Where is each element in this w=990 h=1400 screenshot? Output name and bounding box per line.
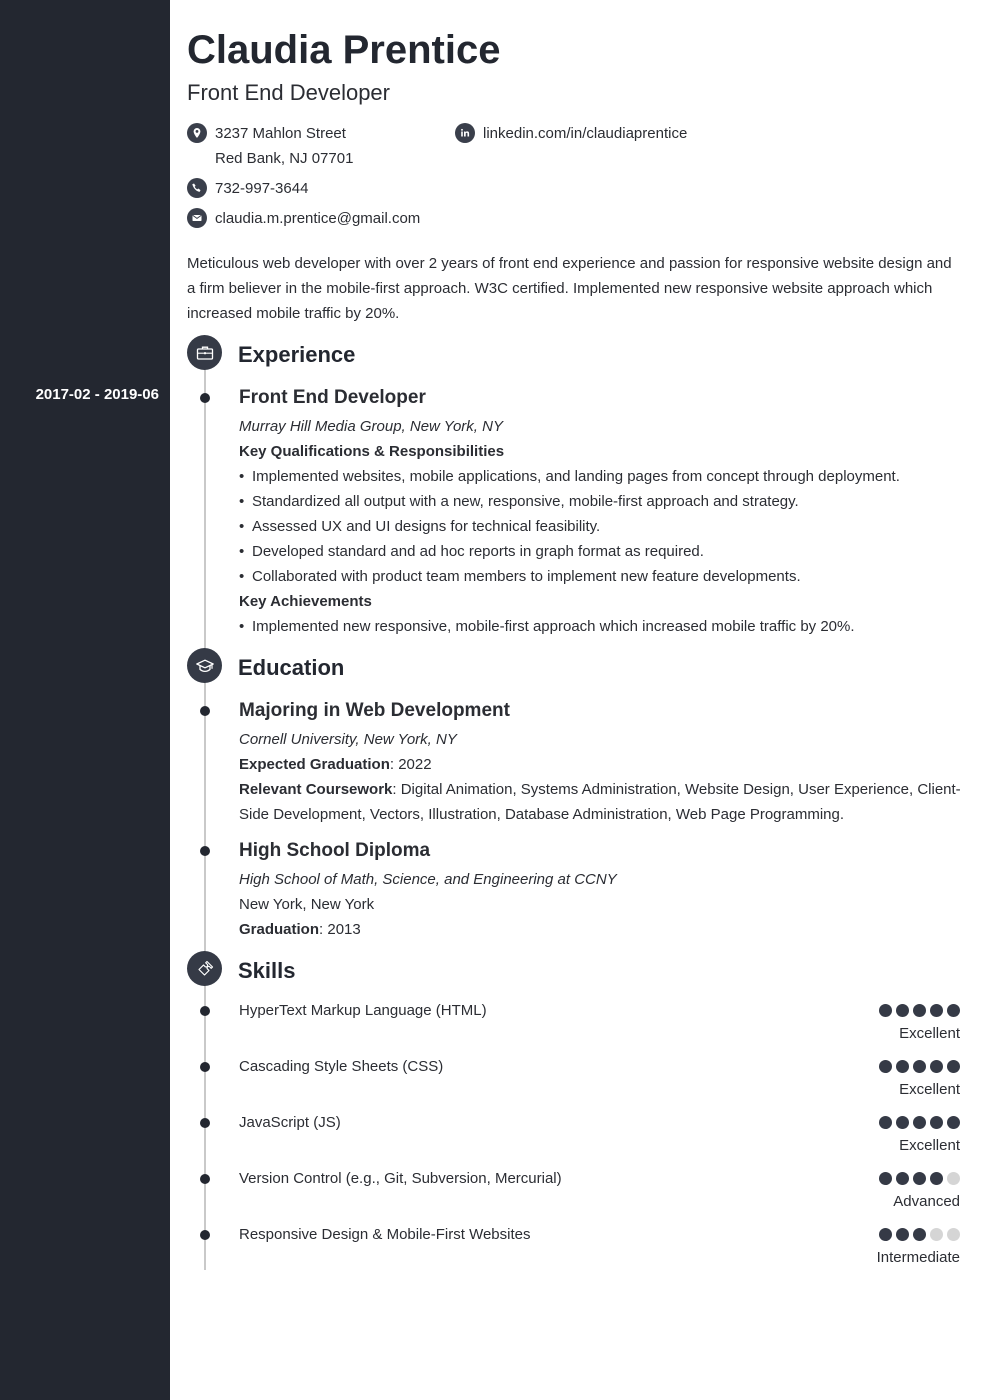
puzzle-icon	[187, 951, 222, 986]
timeline-dot	[200, 1062, 210, 1072]
skill-rating	[879, 1004, 960, 1017]
rating-dot-filled	[896, 1228, 909, 1241]
linkedin-url[interactable]: linkedin.com/in/claudiaprentice	[483, 125, 688, 142]
map-pin-icon	[187, 123, 207, 143]
rating-dot-filled	[913, 1228, 926, 1241]
graduation-cap-icon	[187, 648, 222, 683]
list-item: • Developed standard and ad hoc reports in graph format as required.	[239, 539, 704, 564]
skill-rating	[879, 1116, 960, 1129]
expected-graduation	[239, 752, 432, 777]
coursework-label: Relevant Coursework	[239, 781, 393, 798]
rating-dot-filled	[896, 1004, 909, 1017]
list-item: • Standardized all output with a new, responsive, mobile-first approach and strategy.	[239, 489, 799, 514]
email-icon	[187, 208, 207, 228]
expected-graduation-value: : 2022	[389, 756, 432, 773]
qualifications-heading: Key Qualifications & Responsibilities	[239, 443, 505, 460]
rating-dot-filled	[896, 1116, 909, 1129]
skill-level: Excellent	[899, 1081, 960, 1098]
graduation-label: Graduation	[239, 921, 320, 938]
timeline-dot	[200, 393, 210, 403]
timeline-dot	[200, 1006, 210, 1016]
rating-dot-filled	[879, 1004, 892, 1017]
timeline-line	[204, 352, 206, 1270]
rating-dot-filled	[947, 1116, 960, 1129]
skill-name: Responsive Design & Mobile-First Websites	[239, 1226, 531, 1243]
skill-rating	[879, 1228, 960, 1241]
rating-dot-empty	[947, 1172, 960, 1185]
coursework-value: : Digital Animation, Systems Administration, Website Design, User Experience, Client-Side Development, Vectors, Illustration, Database Administration, Web Page Programming.	[239, 781, 961, 823]
education-heading: Education	[238, 655, 345, 680]
skill-name: HyperText Markup Language (HTML)	[239, 1002, 487, 1019]
linkedin-icon	[455, 123, 475, 143]
phone-icon	[187, 178, 207, 198]
rating-dot-empty	[930, 1228, 943, 1241]
skill-level: Advanced	[893, 1193, 960, 1210]
skill-rating	[879, 1172, 960, 1185]
contact-linkedin	[455, 121, 687, 146]
graduation	[239, 917, 361, 942]
rating-dot-filled	[947, 1060, 960, 1073]
school-location: New York, New York	[239, 896, 375, 913]
briefcase-icon	[187, 335, 222, 370]
skill-level: Excellent	[899, 1137, 960, 1154]
rating-dot-filled	[913, 1004, 926, 1017]
timeline-dot	[200, 1230, 210, 1240]
school-name: High School of Math, Science, and Engineering at CCNY	[239, 871, 617, 888]
graduation-value: : 2013	[319, 921, 361, 938]
skill-level: Intermediate	[876, 1249, 960, 1266]
phone-number[interactable]: 732-997-3644	[215, 180, 309, 197]
rating-dot-filled	[913, 1060, 926, 1073]
timeline-dot	[200, 1174, 210, 1184]
expected-graduation-label: Expected Graduation	[239, 756, 390, 773]
skill-level: Excellent	[899, 1025, 960, 1042]
candidate-title: Front End Developer	[187, 80, 390, 105]
experience-heading: Experience	[238, 342, 356, 367]
contact-email	[187, 206, 420, 231]
list-item: • Assessed UX and UI designs for technical feasibility.	[239, 514, 600, 539]
rating-dot-filled	[930, 1116, 943, 1129]
rating-dot-filled	[947, 1004, 960, 1017]
rating-dot-filled	[930, 1004, 943, 1017]
skill-rating	[879, 1060, 960, 1073]
degree-title: High School Diploma	[239, 840, 431, 861]
rating-dot-empty	[947, 1228, 960, 1241]
rating-dot-filled	[879, 1228, 892, 1241]
relevant-coursework	[239, 777, 964, 827]
contact-address	[187, 121, 353, 171]
candidate-name: Claudia Prentice	[187, 28, 501, 72]
rating-dot-filled	[896, 1060, 909, 1073]
skill-name: Version Control (e.g., Git, Subversion, Mercurial)	[239, 1170, 562, 1187]
rating-dot-filled	[913, 1116, 926, 1129]
job-company: Murray Hill Media Group, New York, NY	[239, 418, 503, 435]
timeline-dot	[200, 1118, 210, 1128]
skill-name: Cascading Style Sheets (CSS)	[239, 1058, 444, 1075]
skill-name: JavaScript (JS)	[239, 1114, 341, 1131]
achievements-heading: Key Achievements	[239, 593, 372, 610]
contact-phone	[187, 176, 308, 201]
address-line-1: 3237 Mahlon Street	[215, 125, 346, 142]
rating-dot-filled	[930, 1060, 943, 1073]
job-title: Front End Developer	[239, 387, 426, 408]
skills-heading: Skills	[238, 958, 296, 983]
sidebar	[0, 0, 170, 1400]
timeline-dot	[200, 846, 210, 856]
school-name: Cornell University, New York, NY	[239, 731, 457, 748]
rating-dot-filled	[879, 1060, 892, 1073]
profile-summary: Meticulous web developer with over 2 years of front end experience and passion for responsive website design and a firm believer in the mobile-first approach. W3C certified. Implemented new responsive website approach which increased mobile traffic by 20%.	[187, 255, 952, 322]
list-item: • Implemented new responsive, mobile-first approach which increased mobile traffic by 20%.	[239, 614, 855, 639]
resume-main	[187, 0, 967, 1400]
rating-dot-filled	[879, 1116, 892, 1129]
rating-dot-filled	[930, 1172, 943, 1185]
list-item: • Implemented websites, mobile applications, and landing pages from concept through deployment.	[239, 464, 900, 489]
rating-dot-filled	[896, 1172, 909, 1185]
timeline-dot	[200, 706, 210, 716]
degree-title: Majoring in Web Development	[239, 700, 510, 721]
rating-dot-filled	[913, 1172, 926, 1185]
email-address[interactable]: claudia.m.prentice@gmail.com	[215, 210, 421, 227]
rating-dot-filled	[879, 1172, 892, 1185]
experience-dates: 2017-02 - 2019-06	[35, 386, 159, 403]
list-item: • Collaborated with product team members to implement new feature developments.	[239, 564, 801, 589]
address-line-2: Red Bank, NJ 07701	[215, 150, 354, 167]
